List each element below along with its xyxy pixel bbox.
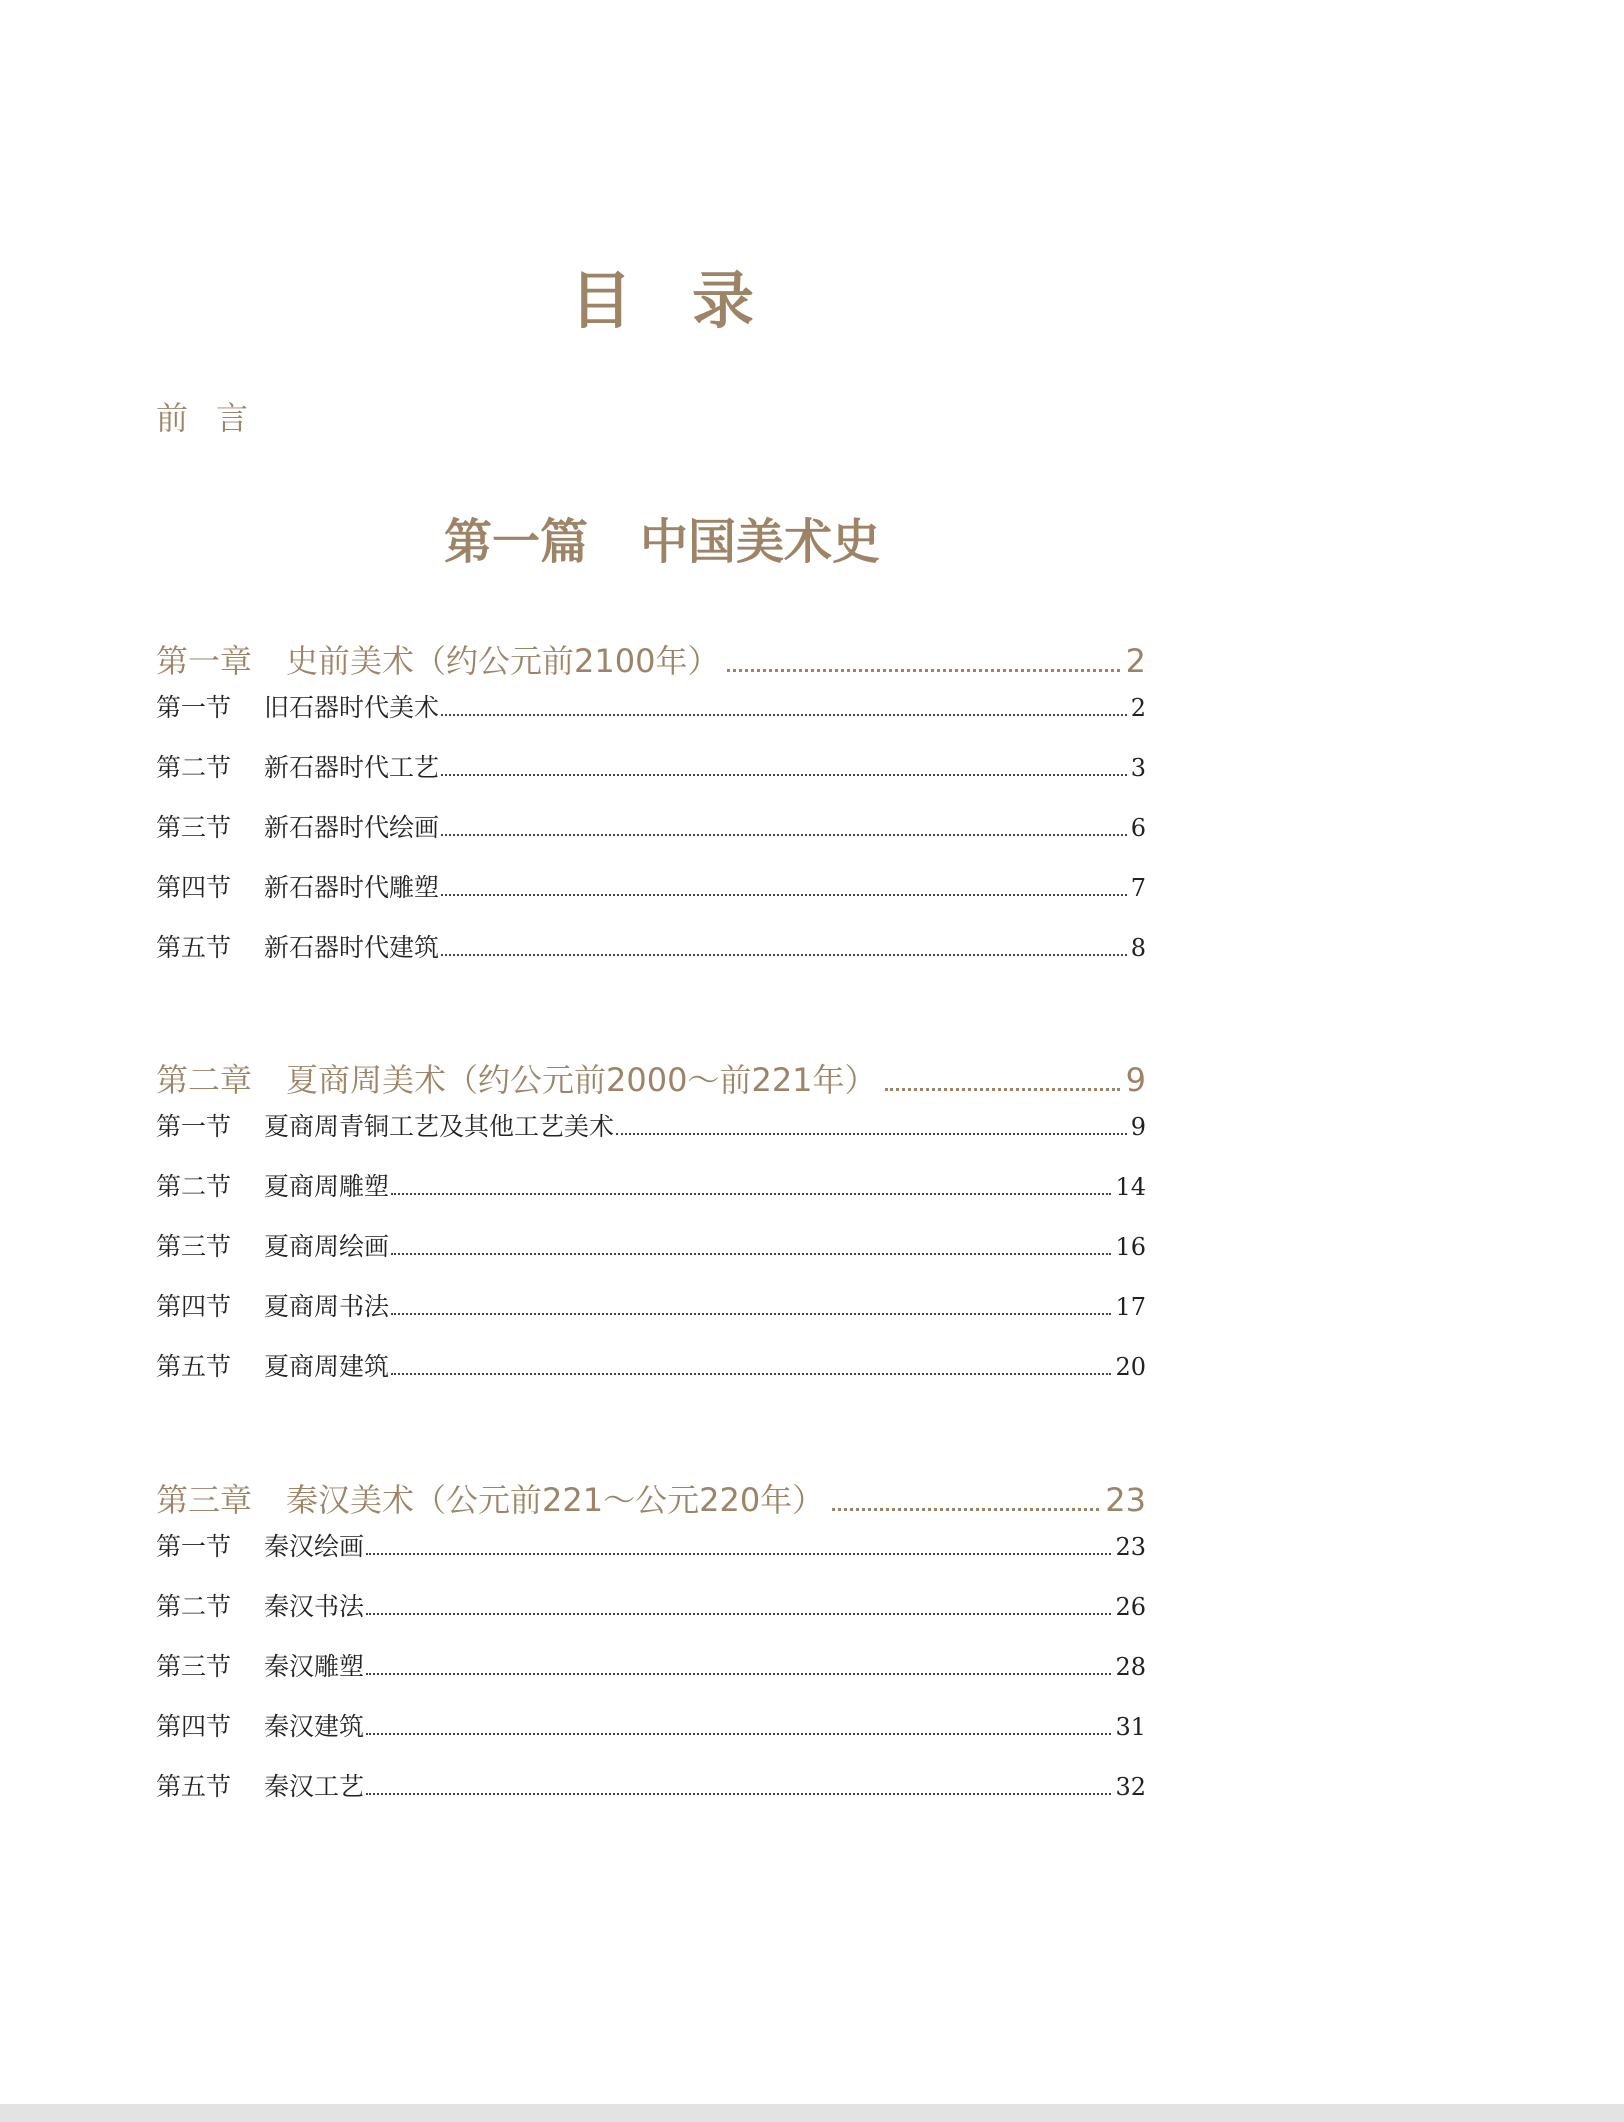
section-page: 8 (1130, 934, 1146, 962)
leader-dots (441, 894, 1127, 896)
section-title: 新石器时代绘画 (264, 813, 440, 842)
section-page: 26 (1115, 1593, 1146, 1621)
section-number: 第五节 (156, 1352, 232, 1381)
section-page: 28 (1115, 1653, 1146, 1681)
section-entry[interactable] (156, 808, 1146, 868)
part-title (0, 514, 1324, 570)
section-number: 第四节 (156, 873, 232, 902)
section-title: 新石器时代工艺 (264, 753, 440, 782)
section-number: 第一节 (156, 1532, 232, 1561)
leader-dots (391, 1373, 1111, 1375)
section-title: 旧石器时代美术 (264, 693, 440, 722)
section-page: 23 (1115, 1533, 1146, 1561)
section-title: 夏商周书法 (264, 1292, 390, 1321)
section-number: 第五节 (156, 933, 232, 962)
chapter-3 (156, 1475, 1146, 1827)
section-title: 夏商周绘画 (264, 1232, 390, 1261)
section-entry[interactable] (156, 1287, 1146, 1347)
page-bottom-edge (0, 2104, 1624, 2122)
section-number: 第四节 (156, 1292, 232, 1321)
section-page: 16 (1115, 1233, 1146, 1261)
section-page: 2 (1130, 694, 1146, 722)
section-entry[interactable] (156, 1107, 1146, 1167)
chapter-title: 史前美术（约公元前2100年） (286, 642, 720, 680)
section-entry[interactable] (156, 868, 1146, 928)
section-page: 9 (1130, 1113, 1146, 1141)
preface-entry[interactable]: 前言 (156, 399, 277, 437)
section-title: 新石器时代建筑 (264, 933, 440, 962)
leader-dots (391, 1193, 1111, 1195)
section-entry[interactable] (156, 1527, 1146, 1587)
leader-dots (366, 1733, 1111, 1735)
section-entry[interactable] (156, 1767, 1146, 1827)
section-number: 第二节 (156, 1172, 232, 1201)
section-number: 第三节 (156, 1652, 232, 1681)
section-entry[interactable] (156, 1647, 1146, 1707)
section-page: 7 (1130, 874, 1146, 902)
chapter-heading[interactable] (156, 1055, 1146, 1107)
chapter-page: 23 (1105, 1481, 1146, 1519)
chapter-heading[interactable] (156, 636, 1146, 688)
section-entry[interactable] (156, 1227, 1146, 1287)
section-title: 夏商周青铜工艺及其他工艺美术 (264, 1112, 615, 1141)
section-number: 第二节 (156, 753, 232, 782)
section-page: 17 (1115, 1293, 1146, 1321)
chapter-title: 秦汉美术（公元前221～公元220年） (286, 1481, 825, 1519)
section-number: 第三节 (156, 1232, 232, 1261)
leader-dots (366, 1673, 1111, 1675)
section-entry[interactable] (156, 1707, 1146, 1767)
section-number: 第一节 (156, 1112, 232, 1141)
leader-dots (441, 774, 1127, 776)
section-number: 第二节 (156, 1592, 232, 1621)
leader-dots (391, 1253, 1111, 1255)
leader-dots (441, 834, 1127, 836)
section-title: 新石器时代雕塑 (264, 873, 440, 902)
leader-dots (391, 1313, 1111, 1315)
chapter-heading[interactable] (156, 1475, 1146, 1527)
section-page: 14 (1115, 1173, 1146, 1201)
section-entry[interactable] (156, 748, 1146, 808)
section-number: 第四节 (156, 1712, 232, 1741)
toc-title: 目录 (569, 264, 814, 337)
section-page: 6 (1130, 814, 1146, 842)
section-title: 秦汉雕塑 (264, 1652, 365, 1681)
chapter-2 (156, 1055, 1146, 1407)
leader-dots (441, 954, 1127, 956)
section-number: 第一节 (156, 693, 232, 722)
chapter-page: 2 (1125, 642, 1146, 680)
part-number: 第一篇 (443, 514, 588, 570)
leader-dots (366, 1553, 1111, 1555)
section-page: 32 (1115, 1773, 1146, 1801)
leader-dots (441, 714, 1127, 716)
section-number: 第五节 (156, 1772, 232, 1801)
section-entry[interactable] (156, 1347, 1146, 1407)
leader-dots (616, 1133, 1127, 1135)
leader-dots (366, 1793, 1111, 1795)
chapter-1 (156, 636, 1146, 988)
section-title: 秦汉书法 (264, 1592, 365, 1621)
section-title: 秦汉建筑 (264, 1712, 365, 1741)
section-page: 20 (1115, 1353, 1146, 1381)
section-entry[interactable] (156, 1167, 1146, 1227)
part-name: 中国美术史 (640, 514, 881, 570)
chapter-title: 夏商周美术（约公元前2000～前221年） (286, 1061, 877, 1099)
leader-dots (727, 669, 1119, 672)
chapter-number: 第一章 (156, 642, 253, 680)
section-entry[interactable] (156, 688, 1146, 748)
section-page: 3 (1130, 754, 1146, 782)
section-title: 秦汉绘画 (264, 1532, 365, 1561)
section-title: 夏商周建筑 (264, 1352, 390, 1381)
leader-dots (832, 1508, 1099, 1511)
leader-dots (885, 1088, 1120, 1091)
section-entry[interactable] (156, 928, 1146, 988)
section-title: 夏商周雕塑 (264, 1172, 390, 1201)
section-number: 第三节 (156, 813, 232, 842)
section-title: 秦汉工艺 (264, 1772, 365, 1801)
chapter-number: 第二章 (156, 1061, 253, 1099)
section-page: 31 (1115, 1713, 1146, 1741)
leader-dots (366, 1613, 1111, 1615)
section-entry[interactable] (156, 1587, 1146, 1647)
chapter-page: 9 (1125, 1061, 1146, 1099)
chapter-number: 第三章 (156, 1481, 253, 1519)
